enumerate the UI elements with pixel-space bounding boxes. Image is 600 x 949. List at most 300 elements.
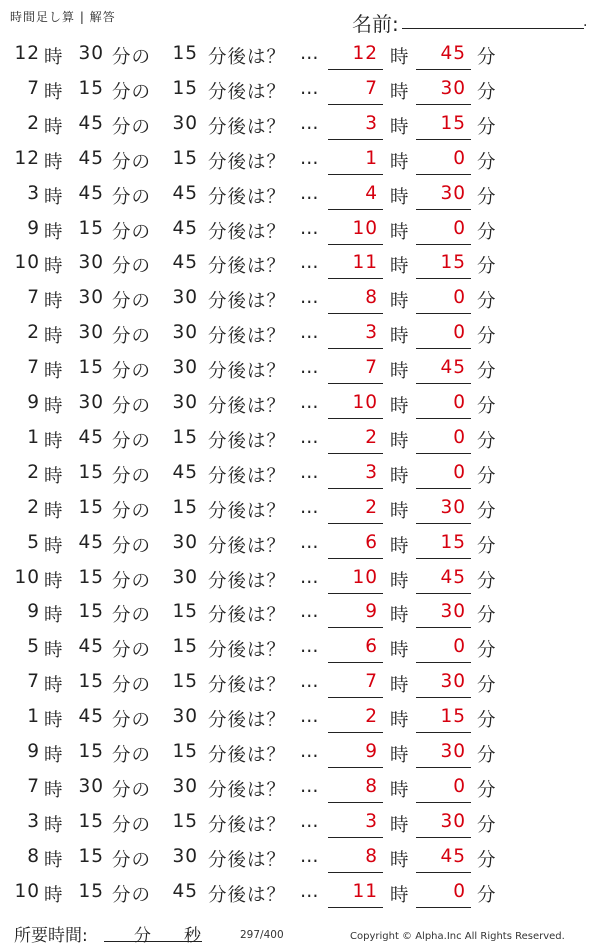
answer-hour-unit: 時 bbox=[390, 710, 410, 732]
start-minute: 45 bbox=[78, 112, 104, 134]
answer-hour-underline bbox=[328, 523, 383, 524]
ellipsis: … bbox=[300, 112, 320, 134]
start-hour: 7 bbox=[27, 671, 40, 693]
start-minute: 15 bbox=[78, 810, 104, 832]
minute-of-unit: 分の bbox=[112, 500, 152, 522]
answer-minute-unit: 分 bbox=[477, 430, 497, 452]
hour-unit: 時 bbox=[44, 361, 64, 383]
answer-hour-underline bbox=[328, 593, 383, 594]
answer-hour-underline bbox=[328, 69, 383, 70]
added-minutes: 30 bbox=[172, 531, 198, 553]
answer-hour-unit: 時 bbox=[390, 256, 410, 278]
answer-hour: 3 bbox=[365, 810, 378, 832]
start-hour: 1 bbox=[27, 706, 40, 728]
answer-minute-unit: 分 bbox=[477, 884, 497, 906]
answer-hour-unit: 時 bbox=[390, 884, 410, 906]
answer-hour-underline bbox=[328, 732, 383, 733]
answer-hour-unit: 時 bbox=[390, 640, 410, 662]
ellipsis: … bbox=[300, 392, 320, 413]
ellipsis: … bbox=[300, 252, 320, 274]
problem-row bbox=[0, 317, 600, 352]
problem-row bbox=[0, 387, 600, 422]
added-minutes: 15 bbox=[172, 147, 198, 169]
answer-minute-unit: 分 bbox=[477, 849, 497, 871]
answer-hour-unit: 時 bbox=[390, 396, 410, 417]
start-minute: 30 bbox=[78, 322, 104, 344]
problem-row bbox=[0, 178, 600, 213]
after-question: 分後は？ bbox=[208, 535, 287, 557]
answer-minute: 30 bbox=[440, 810, 466, 832]
hour-unit: 時 bbox=[44, 291, 64, 313]
added-minutes: 30 bbox=[172, 322, 198, 344]
answer-minute-unit: 分 bbox=[477, 779, 497, 801]
added-minutes: 45 bbox=[172, 182, 198, 204]
problem-row bbox=[0, 73, 600, 108]
start-minute: 30 bbox=[78, 392, 104, 413]
problem-row bbox=[0, 562, 600, 597]
after-question: 分後は？ bbox=[208, 326, 287, 348]
answer-hour-underline bbox=[328, 558, 383, 559]
answer-minute-underline bbox=[416, 209, 471, 210]
answer-hour-underline bbox=[328, 453, 383, 454]
answer-hour-unit: 時 bbox=[390, 81, 410, 103]
answer-minute-underline bbox=[416, 732, 471, 733]
after-question: 分後は？ bbox=[208, 116, 287, 138]
answer-minute-underline bbox=[416, 802, 471, 803]
problem-row bbox=[0, 282, 600, 317]
start-minute: 15 bbox=[78, 671, 104, 693]
after-question: 分後は？ bbox=[208, 361, 287, 383]
added-minutes: 15 bbox=[172, 671, 198, 693]
answer-minute: 30 bbox=[440, 182, 466, 204]
answer-minute-unit: 分 bbox=[477, 256, 497, 278]
answer-minute-unit: 分 bbox=[477, 361, 497, 383]
minute-of-unit: 分の bbox=[112, 47, 152, 68]
ellipsis: … bbox=[300, 566, 320, 588]
answer-minute-unit: 分 bbox=[477, 326, 497, 348]
copyright-text: Copyright © Alpha.Inc All Rights Reserved. bbox=[350, 931, 565, 942]
ellipsis: … bbox=[300, 461, 320, 483]
start-hour: 7 bbox=[27, 287, 40, 309]
answer-hour-unit: 時 bbox=[390, 291, 410, 313]
problem-row bbox=[0, 666, 600, 701]
hour-unit: 時 bbox=[44, 465, 64, 487]
problem-row bbox=[0, 457, 600, 492]
answer-minute: 0 bbox=[453, 461, 466, 483]
answer-hour: 2 bbox=[365, 706, 378, 728]
hour-unit: 時 bbox=[44, 605, 64, 627]
added-minutes: 30 bbox=[172, 287, 198, 309]
answer-minute-unit: 分 bbox=[477, 745, 497, 766]
after-question: 分後は？ bbox=[208, 779, 287, 801]
after-question: 分後は？ bbox=[208, 814, 287, 836]
start-minute: 15 bbox=[78, 77, 104, 99]
hour-unit: 時 bbox=[44, 151, 64, 173]
answer-hour: 3 bbox=[365, 112, 378, 134]
answer-hour-underline bbox=[328, 767, 383, 768]
start-hour: 10 bbox=[14, 880, 40, 902]
minute-of-unit: 分の bbox=[112, 326, 152, 348]
answer-minute-underline bbox=[416, 593, 471, 594]
answer-hour-unit: 時 bbox=[390, 361, 410, 383]
answer-minute-unit: 分 bbox=[477, 116, 497, 138]
minute-of-unit: 分の bbox=[112, 361, 152, 383]
ellipsis: … bbox=[300, 810, 320, 832]
answer-minute-underline bbox=[416, 418, 471, 419]
answer-hour: 2 bbox=[365, 496, 378, 518]
answer-minute-underline bbox=[416, 872, 471, 873]
answer-minute-underline bbox=[416, 837, 471, 838]
minute-of-unit: 分の bbox=[112, 291, 152, 313]
minute-of-unit: 分の bbox=[112, 640, 152, 662]
start-minute: 15 bbox=[78, 461, 104, 483]
minute-of-unit: 分の bbox=[112, 396, 152, 417]
problem-row bbox=[0, 701, 600, 736]
ellipsis: … bbox=[300, 217, 320, 239]
start-minute: 30 bbox=[78, 775, 104, 797]
minute-of-unit: 分の bbox=[112, 745, 152, 766]
minute-of-unit: 分の bbox=[112, 535, 152, 557]
problem-row bbox=[0, 143, 600, 178]
answer-minute-unit: 分 bbox=[477, 814, 497, 836]
after-question: 分後は？ bbox=[208, 291, 287, 313]
after-question: 分後は？ bbox=[208, 500, 287, 522]
hour-unit: 時 bbox=[44, 710, 64, 732]
answer-minute-unit: 分 bbox=[477, 186, 497, 208]
after-question: 分後は？ bbox=[208, 849, 287, 871]
start-minute: 45 bbox=[78, 147, 104, 169]
after-question: 分後は？ bbox=[208, 884, 287, 906]
answer-hour-unit: 時 bbox=[390, 745, 410, 766]
start-hour: 7 bbox=[27, 357, 40, 379]
answer-minute: 30 bbox=[440, 741, 466, 762]
added-minutes: 15 bbox=[172, 601, 198, 623]
name-label: 名前: bbox=[352, 12, 399, 36]
start-minute: 45 bbox=[78, 182, 104, 204]
problem-row bbox=[0, 527, 600, 562]
name-blank-line bbox=[402, 28, 584, 29]
answer-hour: 10 bbox=[352, 392, 378, 413]
answer-hour: 10 bbox=[352, 566, 378, 588]
added-minutes: 30 bbox=[172, 392, 198, 413]
start-minute: 15 bbox=[78, 601, 104, 623]
added-minutes: 15 bbox=[172, 741, 198, 762]
start-minute: 45 bbox=[78, 426, 104, 448]
after-question: 分後は？ bbox=[208, 710, 287, 732]
start-hour: 7 bbox=[27, 775, 40, 797]
answer-hour-unit: 時 bbox=[390, 675, 410, 697]
answer-minute-unit: 分 bbox=[477, 675, 497, 697]
added-minutes: 45 bbox=[172, 880, 198, 902]
answer-hour: 11 bbox=[352, 880, 378, 902]
after-question: 分後は？ bbox=[208, 151, 287, 173]
hour-unit: 時 bbox=[44, 47, 64, 68]
minute-of-unit: 分の bbox=[112, 221, 152, 243]
answer-minute: 0 bbox=[453, 147, 466, 169]
after-question: 分後は？ bbox=[208, 186, 287, 208]
problem-row bbox=[0, 876, 600, 911]
answer-minute: 0 bbox=[453, 392, 466, 413]
answer-hour: 6 bbox=[365, 531, 378, 553]
answer-hour-underline bbox=[328, 627, 383, 628]
answer-minute-underline bbox=[416, 313, 471, 314]
answer-hour-unit: 時 bbox=[390, 221, 410, 243]
answer-minute-underline bbox=[416, 662, 471, 663]
answer-minute-unit: 分 bbox=[477, 465, 497, 487]
answer-hour-unit: 時 bbox=[390, 779, 410, 801]
hour-unit: 時 bbox=[44, 745, 64, 766]
answer-hour: 7 bbox=[365, 671, 378, 693]
answer-hour: 1 bbox=[365, 147, 378, 169]
hour-unit: 時 bbox=[44, 570, 64, 592]
answer-minute: 45 bbox=[440, 43, 466, 64]
added-minutes: 15 bbox=[172, 810, 198, 832]
minute-of-unit: 分の bbox=[112, 605, 152, 627]
page-number: 297/400 bbox=[240, 929, 284, 941]
start-minute: 15 bbox=[78, 741, 104, 762]
answer-hour-unit: 時 bbox=[390, 116, 410, 138]
minute-of-unit: 分の bbox=[112, 256, 152, 278]
time-taken-label: 所要時間: bbox=[14, 926, 88, 946]
after-question: 分後は？ bbox=[208, 675, 287, 697]
after-question: 分後は？ bbox=[208, 47, 287, 68]
start-minute: 30 bbox=[78, 252, 104, 274]
start-minute: 15 bbox=[78, 496, 104, 518]
answer-minute-underline bbox=[416, 244, 471, 245]
added-minutes: 30 bbox=[172, 112, 198, 134]
after-question: 分後は？ bbox=[208, 256, 287, 278]
problem-row bbox=[0, 38, 600, 73]
answer-minute-unit: 分 bbox=[477, 221, 497, 243]
start-hour: 2 bbox=[27, 112, 40, 134]
answer-minute-unit: 分 bbox=[477, 500, 497, 522]
answer-hour-underline bbox=[328, 209, 383, 210]
start-hour: 9 bbox=[27, 601, 40, 623]
answer-minute-unit: 分 bbox=[477, 396, 497, 417]
answer-minute: 0 bbox=[453, 217, 466, 239]
added-minutes: 15 bbox=[172, 636, 198, 658]
answer-hour-underline bbox=[328, 662, 383, 663]
answer-minute-underline bbox=[416, 907, 471, 908]
problem-row bbox=[0, 631, 600, 666]
ellipsis: … bbox=[300, 43, 320, 64]
answer-hour: 9 bbox=[365, 741, 378, 762]
answer-minute-underline bbox=[416, 558, 471, 559]
answer-hour-underline bbox=[328, 697, 383, 698]
ellipsis: … bbox=[300, 775, 320, 797]
answer-hour: 11 bbox=[352, 252, 378, 274]
start-hour: 9 bbox=[27, 741, 40, 762]
start-minute: 45 bbox=[78, 531, 104, 553]
answer-minute-underline bbox=[416, 767, 471, 768]
ellipsis: … bbox=[300, 531, 320, 553]
answer-hour-underline bbox=[328, 139, 383, 140]
answer-minute: 0 bbox=[453, 287, 466, 309]
problem-row bbox=[0, 736, 600, 771]
ellipsis: … bbox=[300, 182, 320, 204]
added-minutes: 45 bbox=[172, 461, 198, 483]
answer-minute: 45 bbox=[440, 845, 466, 867]
answer-hour-underline bbox=[328, 488, 383, 489]
start-hour: 2 bbox=[27, 461, 40, 483]
answer-hour-unit: 時 bbox=[390, 814, 410, 836]
problem-row bbox=[0, 771, 600, 806]
ellipsis: … bbox=[300, 77, 320, 99]
start-minute: 45 bbox=[78, 706, 104, 728]
minute-of-unit: 分の bbox=[112, 465, 152, 487]
answer-minute: 45 bbox=[440, 566, 466, 588]
added-minutes: 30 bbox=[172, 775, 198, 797]
start-hour: 10 bbox=[14, 252, 40, 274]
answer-minute-unit: 分 bbox=[477, 710, 497, 732]
name-end-dot: . bbox=[583, 14, 588, 30]
answer-hour-underline bbox=[328, 313, 383, 314]
added-minutes: 15 bbox=[172, 496, 198, 518]
answer-minute-underline bbox=[416, 104, 471, 105]
start-minute: 15 bbox=[78, 845, 104, 867]
answer-hour: 10 bbox=[352, 217, 378, 239]
start-hour: 9 bbox=[27, 217, 40, 239]
hour-unit: 時 bbox=[44, 81, 64, 103]
answer-hour-unit: 時 bbox=[390, 849, 410, 871]
answer-minute: 15 bbox=[440, 252, 466, 274]
hour-unit: 時 bbox=[44, 500, 64, 522]
after-question: 分後は？ bbox=[208, 221, 287, 243]
hour-unit: 時 bbox=[44, 535, 64, 557]
added-minutes: 15 bbox=[172, 426, 198, 448]
ellipsis: … bbox=[300, 601, 320, 623]
answer-minute: 30 bbox=[440, 601, 466, 623]
answer-minute: 0 bbox=[453, 880, 466, 902]
answer-hour: 4 bbox=[365, 182, 378, 204]
minute-of-unit: 分の bbox=[112, 710, 152, 732]
hour-unit: 時 bbox=[44, 256, 64, 278]
answer-hour: 6 bbox=[365, 636, 378, 658]
ellipsis: … bbox=[300, 845, 320, 867]
start-hour: 9 bbox=[27, 392, 40, 413]
minute-of-unit: 分の bbox=[112, 116, 152, 138]
answer-hour: 8 bbox=[365, 845, 378, 867]
answer-hour: 7 bbox=[365, 77, 378, 99]
hour-unit: 時 bbox=[44, 849, 64, 871]
after-question: 分後は？ bbox=[208, 396, 287, 417]
answer-minute: 0 bbox=[453, 775, 466, 797]
start-hour: 3 bbox=[27, 810, 40, 832]
hour-unit: 時 bbox=[44, 221, 64, 243]
answer-hour-underline bbox=[328, 418, 383, 419]
answer-minute: 15 bbox=[440, 112, 466, 134]
answer-minute-underline bbox=[416, 139, 471, 140]
start-hour: 2 bbox=[27, 322, 40, 344]
answer-hour-underline bbox=[328, 104, 383, 105]
answer-hour-underline bbox=[328, 872, 383, 873]
minute-of-unit: 分の bbox=[112, 779, 152, 801]
minute-of-unit: 分の bbox=[112, 81, 152, 103]
ellipsis: … bbox=[300, 287, 320, 309]
answer-hour-unit: 時 bbox=[390, 151, 410, 173]
hour-unit: 時 bbox=[44, 396, 64, 417]
answer-minute-underline bbox=[416, 627, 471, 628]
added-minutes: 15 bbox=[172, 43, 198, 64]
answer-hour: 3 bbox=[365, 461, 378, 483]
start-hour: 12 bbox=[14, 43, 40, 64]
answer-minute-underline bbox=[416, 697, 471, 698]
added-minutes: 30 bbox=[172, 706, 198, 728]
answer-hour-unit: 時 bbox=[390, 570, 410, 592]
problem-row bbox=[0, 108, 600, 143]
answer-minute: 30 bbox=[440, 671, 466, 693]
answer-minute-unit: 分 bbox=[477, 81, 497, 103]
problem-row bbox=[0, 806, 600, 841]
after-question: 分後は？ bbox=[208, 465, 287, 487]
answer-minute-underline bbox=[416, 174, 471, 175]
answer-minute-underline bbox=[416, 69, 471, 70]
answer-minute-unit: 分 bbox=[477, 640, 497, 662]
hour-unit: 時 bbox=[44, 116, 64, 138]
start-minute: 45 bbox=[78, 636, 104, 658]
hour-unit: 時 bbox=[44, 326, 64, 348]
minute-of-unit: 分の bbox=[112, 849, 152, 871]
start-hour: 7 bbox=[27, 77, 40, 99]
problem-row bbox=[0, 596, 600, 631]
time-taken-minute-label: 分 bbox=[134, 926, 151, 946]
answer-hour-underline bbox=[328, 278, 383, 279]
answer-minute-unit: 分 bbox=[477, 151, 497, 173]
start-hour: 2 bbox=[27, 496, 40, 518]
answer-hour-underline bbox=[328, 383, 383, 384]
minute-of-unit: 分の bbox=[112, 570, 152, 592]
start-minute: 15 bbox=[78, 880, 104, 902]
problem-row bbox=[0, 492, 600, 527]
answer-minute-unit: 分 bbox=[477, 605, 497, 627]
start-hour: 5 bbox=[27, 636, 40, 658]
answer-minute-underline bbox=[416, 348, 471, 349]
answer-hour-underline bbox=[328, 348, 383, 349]
start-hour: 5 bbox=[27, 531, 40, 553]
answer-hour: 9 bbox=[365, 601, 378, 623]
answer-hour-unit: 時 bbox=[390, 535, 410, 557]
added-minutes: 45 bbox=[172, 217, 198, 239]
hour-unit: 時 bbox=[44, 779, 64, 801]
start-minute: 15 bbox=[78, 217, 104, 239]
answer-hour-underline bbox=[328, 802, 383, 803]
added-minutes: 45 bbox=[172, 252, 198, 274]
answer-hour-unit: 時 bbox=[390, 326, 410, 348]
answer-minute-underline bbox=[416, 523, 471, 524]
start-minute: 30 bbox=[78, 43, 104, 64]
added-minutes: 30 bbox=[172, 845, 198, 867]
answer-hour-underline bbox=[328, 837, 383, 838]
problem-row bbox=[0, 841, 600, 876]
time-taken-second-label: 秒 bbox=[184, 926, 201, 946]
answer-minute: 0 bbox=[453, 636, 466, 658]
ellipsis: … bbox=[300, 496, 320, 518]
answer-minute-unit: 分 bbox=[477, 535, 497, 557]
ellipsis: … bbox=[300, 671, 320, 693]
after-question: 分後は？ bbox=[208, 81, 287, 103]
after-question: 分後は？ bbox=[208, 745, 287, 766]
start-minute: 15 bbox=[78, 566, 104, 588]
answer-hour-unit: 時 bbox=[390, 430, 410, 452]
hour-unit: 時 bbox=[44, 675, 64, 697]
answer-minute: 0 bbox=[453, 322, 466, 344]
hour-unit: 時 bbox=[44, 814, 64, 836]
start-hour: 8 bbox=[27, 845, 40, 867]
answer-hour: 7 bbox=[365, 357, 378, 379]
problem-row bbox=[0, 247, 600, 282]
answer-minute: 30 bbox=[440, 496, 466, 518]
answer-hour: 8 bbox=[365, 287, 378, 309]
